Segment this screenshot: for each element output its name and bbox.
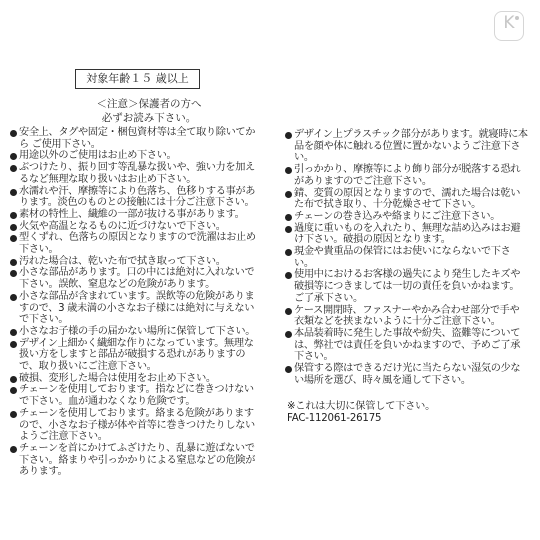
brand-logo-letter: K — [503, 13, 515, 33]
caution-item — [10, 408, 262, 443]
bullet-icon — [285, 272, 292, 279]
caution-item-text: 素材の特性上、繊維の一部が抜ける事があります。 — [19, 208, 245, 220]
caution-item-text: 小さな部品があります。口の中には絶対に入れないで下さい。誤飲、窒息などの危険があります。 — [19, 267, 255, 291]
caution-item — [10, 256, 262, 268]
age-label: 対象年齢１５ 歳以上 — [86, 72, 189, 85]
caution-item-text: チェーンを使用しております。指などに巻きつけないで下さい。血が通わなくなり危険です。 — [19, 384, 254, 408]
age-label-box — [75, 69, 200, 89]
caution-item-text: 安全上、タグや固定・梱包資材等は全て取り除いてから ご使用下さい。 — [19, 127, 256, 150]
caution-item-text: 錆、変質の原因となりますので、濡れた場合は乾いた布で拭き取り、十分乾燥させて下さい。 — [294, 187, 521, 211]
bullet-icon — [10, 411, 17, 418]
bullet-icon — [10, 387, 17, 394]
bullet-icon — [285, 214, 292, 221]
bullet-icon — [285, 226, 292, 233]
caution-item — [10, 209, 262, 221]
right-caution-list — [285, 129, 529, 386]
caution-item — [285, 363, 529, 386]
bullet-icon — [285, 191, 292, 198]
bullet-icon — [10, 329, 17, 336]
caution-heading-line-2: 必ずお読み下さい。 — [101, 112, 197, 124]
caution-item — [10, 162, 262, 185]
caution-item-text: 小さな部品が含まれています。誤飲等の危険がありますので、3 歳未満の小さなお子様には絶対に与えないで下さい。 — [19, 290, 255, 326]
caution-item — [285, 328, 529, 363]
caution-item-text: デザイン上細かく繊細な作りになっています。無理な扱い方をしますと部品が破損する恐れがありますので、取り扱いにご注意下さい。 — [19, 337, 254, 373]
caution-item-text: 保管する際はできるだけ光に当たらない湿気の少ない場所を選び、時々風を通して下さい。 — [294, 363, 521, 386]
caution-item-text: ケース開閉時、ファスナーやかみ合わせ部分で手や衣類などを挟まないように十分ご注意下さい。 — [294, 304, 520, 328]
bullet-icon — [285, 331, 292, 338]
caution-item — [10, 232, 262, 255]
caution-item-text: 使用中におけるお客様の過失により発生したキズや破損等につきましては一切の責任を負いかねます。ご了承下さい。 — [294, 269, 521, 304]
bullet-icon — [10, 224, 17, 231]
caution-item-text: 型くずれ、色落ちの原因となりますので洗濯はお止め下さい。 — [19, 232, 256, 256]
bullet-icon — [10, 376, 17, 383]
caution-item-text: 破損、変形した場合は使用をお止め下さい。 — [19, 372, 216, 384]
caution-item — [285, 129, 529, 164]
caution-item-text: 用途以外のご使用はお止め下さい。 — [19, 150, 177, 162]
footer — [287, 401, 517, 425]
caution-item-text: 火気や高温となるものに近づけないで下さい。 — [19, 220, 226, 232]
caution-item — [10, 186, 262, 209]
caution-item-text: チェーンを使用しております。絡まる危険がありますので、小さなお子様が体や首等に巻きつけたりしないようご注意下さい。 — [19, 407, 255, 443]
bullet-icon — [285, 249, 292, 256]
bullet-icon — [10, 189, 17, 196]
caution-item — [285, 188, 529, 211]
caution-item-text: チェーンを首にかけてふざけたり、乱暴に遊ばないで下さい。絡まりや引っかかりによる窒息などの危険があります。 — [19, 442, 256, 478]
bullet-icon — [10, 294, 17, 301]
caution-item — [10, 326, 262, 338]
caution-item — [10, 127, 262, 150]
caution-item-text: チェーンの巻き込みや絡まりにご注意下さい。 — [294, 210, 501, 222]
caution-item — [10, 338, 262, 373]
caution-item-text: デザイン上プラスチック部分があります。就寝時に本品を顔や体に触れる位置に置かないようご注意下さい。 — [294, 129, 528, 164]
bullet-icon — [10, 270, 17, 277]
bullet-icon — [10, 341, 17, 348]
caution-item-text: 汚れた場合は、乾いた布で拭き取って下さい。 — [19, 255, 226, 267]
caution-item — [10, 373, 262, 385]
bullet-icon — [285, 132, 292, 139]
bullet-icon — [285, 167, 292, 174]
product-code: FAC-112061-26175 — [287, 413, 382, 425]
bullet-icon — [10, 130, 17, 137]
brand-logo-icon — [494, 11, 524, 41]
caution-item — [10, 267, 262, 290]
left-caution-list — [10, 127, 262, 478]
caution-item — [285, 223, 529, 246]
caution-item-text: 水濡れや汗、摩擦等により色落ち、色移りする事があります。淡色のものとの接触には十分ご注意下さい。 — [19, 185, 256, 209]
logo-dot — [515, 16, 519, 20]
bullet-icon — [285, 308, 292, 315]
caution-item — [10, 150, 262, 162]
caution-item — [10, 384, 262, 407]
caution-item — [10, 221, 262, 233]
caution-item — [10, 443, 262, 478]
caution-heading-line-1: ＜注意＞保護者の方へ — [96, 98, 202, 110]
caution-item-text: 過度に重いものを入れたり、無理な詰め込みはお避け下さい。破損の原因となります。 — [294, 222, 521, 246]
caution-item-text: ぶつけたり、振り回す等乱暴な扱いや、強い力を加えるなど無理な取り扱いはお止め下さい。 — [19, 162, 255, 185]
bullet-icon — [10, 153, 17, 160]
caution-item-text: 現金や貴重品の保管にはお使いにならないで下さい。 — [294, 246, 511, 269]
caution-item — [285, 269, 529, 304]
caution-item-text: 小さなお子様の手の届かない場所に保管して下さい。 — [19, 325, 256, 337]
caution-item-text: 引っかかり、摩擦等により飾り部分が脱落する恐れがありますのでご注意下さい。 — [294, 164, 521, 187]
caution-item — [285, 305, 529, 328]
bullet-icon — [10, 259, 17, 266]
caution-heading — [60, 97, 238, 125]
bullet-icon — [10, 165, 17, 172]
bullet-icon — [285, 366, 292, 373]
bullet-icon — [10, 235, 17, 242]
keep-note: ※これは大切に保管して下さい。 — [287, 401, 436, 412]
caution-item — [285, 246, 529, 269]
caution-item — [285, 164, 529, 187]
bullet-icon — [10, 446, 17, 453]
caution-item — [10, 291, 262, 326]
caution-item-text: 本品装着時に発生した事故や紛失、盗難等については、弊社では責任を負いかねますので、予めご了承下さい。 — [294, 327, 521, 363]
bullet-icon — [10, 212, 17, 219]
caution-item — [285, 211, 529, 223]
